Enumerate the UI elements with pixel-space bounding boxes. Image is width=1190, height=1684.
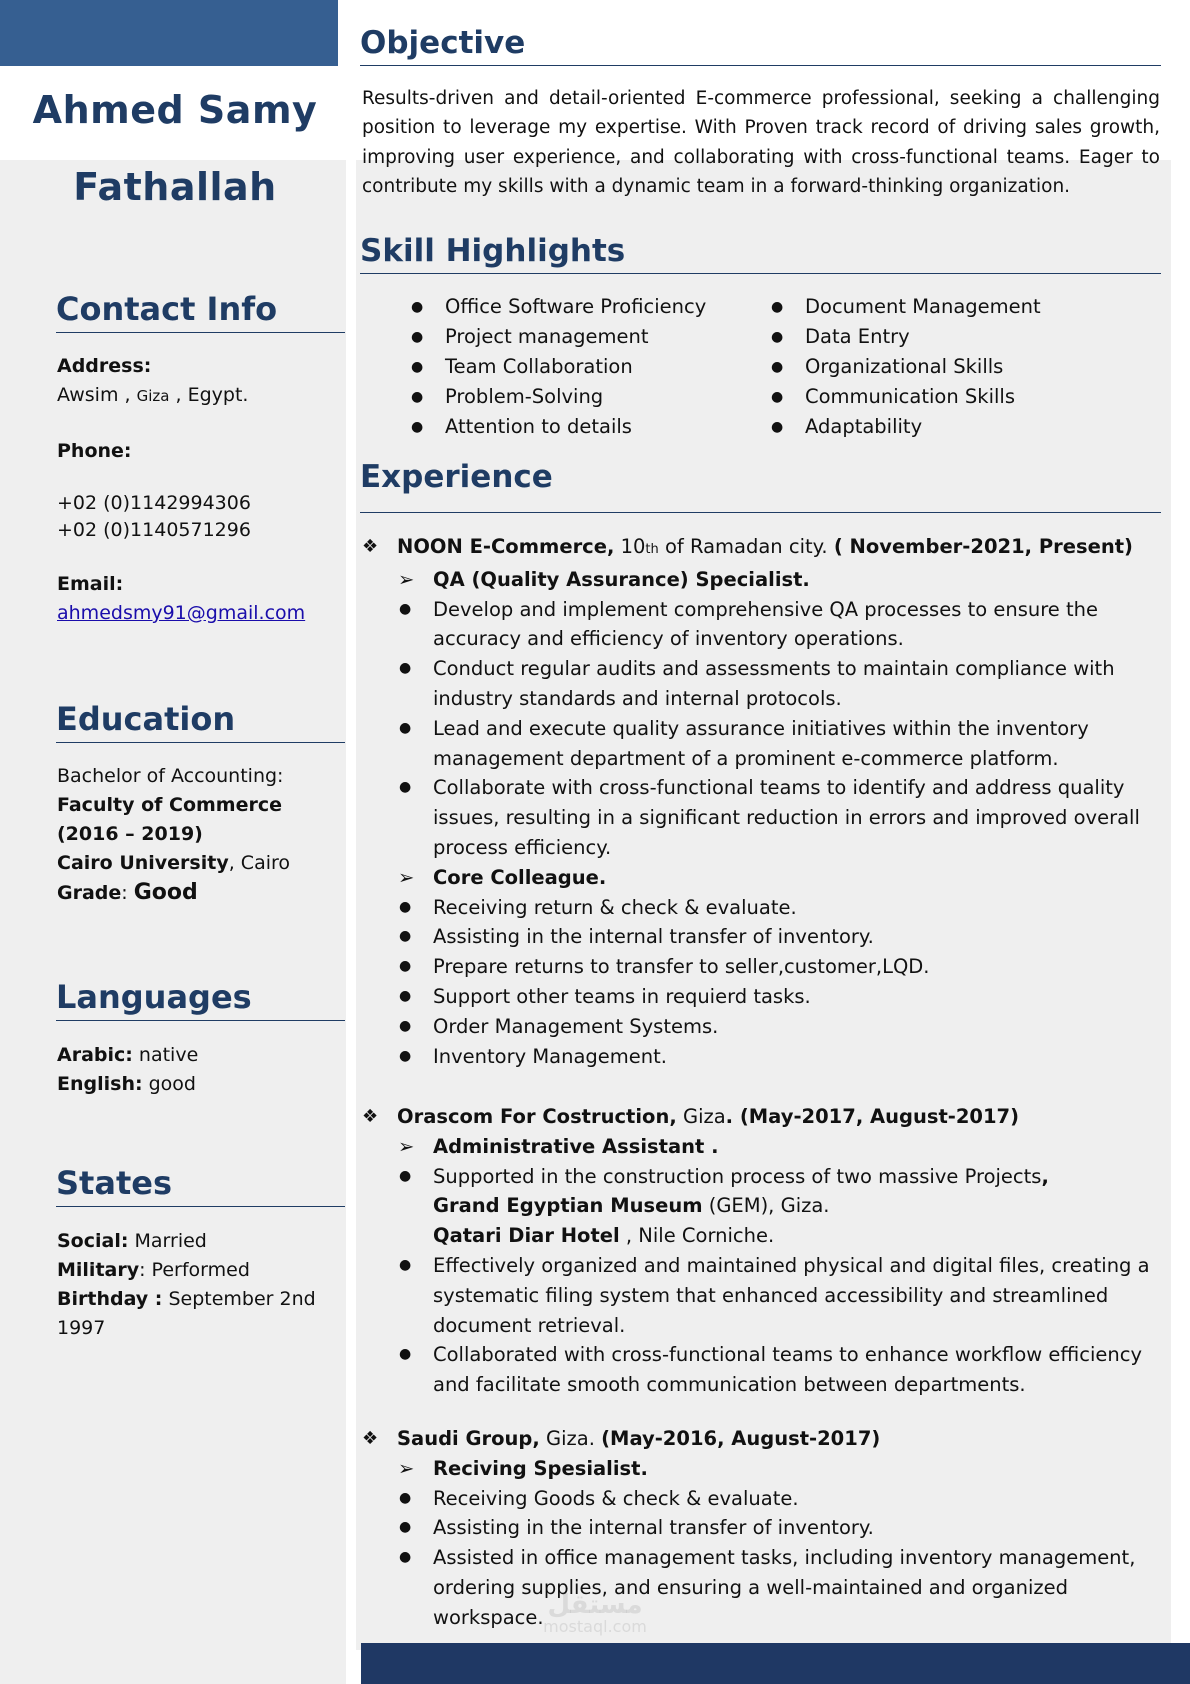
job-header <box>362 1102 1162 1132</box>
contact-info-section <box>57 352 342 628</box>
job-orascom <box>362 1102 1162 1400</box>
bullet-icon: ● <box>399 719 412 736</box>
bullet-icon: ● <box>399 779 412 796</box>
list-item <box>362 893 1162 923</box>
phone-label: Phone: <box>57 440 132 462</box>
languages-heading: Languages <box>56 978 345 1021</box>
english-value: good <box>148 1073 196 1095</box>
grade-line <box>57 878 342 908</box>
list-item <box>362 1484 1162 1514</box>
bullet-icon: ● <box>399 1047 412 1064</box>
email-link[interactable]: ahmedsmy91@gmail.com <box>57 602 306 624</box>
job-header <box>362 1424 1162 1454</box>
list-item-text: Effectively organized and maintained physical and digital files, creating a systematic filing system that enhanced accessibility and streamlined document retrieval. <box>433 1253 1150 1337</box>
skill-item: ● Attention to details <box>445 412 706 442</box>
military-label: Military <box>57 1259 140 1281</box>
bullet-icon: ● <box>399 1346 412 1363</box>
email-label: Email: <box>57 573 124 595</box>
birthday-line <box>57 1285 342 1343</box>
job-saudi-group <box>362 1424 1162 1633</box>
list-item-text: Receiving return & check & evaluate. <box>433 895 797 919</box>
role-title: Core Colleague. <box>433 865 607 889</box>
job-noon <box>362 532 1162 1071</box>
list-item-text: Lead and execute quality assurance initiatives within the inventory management department of a prominent e-commerce platform. <box>433 716 1089 770</box>
job-role <box>362 1454 1162 1484</box>
location-suffix: th <box>645 542 659 557</box>
role-title: QA (Quality Assurance) Specialist. <box>433 567 810 591</box>
education-heading: Education <box>56 700 345 743</box>
diamond-bullet-icon: ❖ <box>362 1428 379 1449</box>
list-item-text: Collaborated with cross-functional teams to enhance workflow efficiency and facilitate smooth communication between departments. <box>433 1343 1143 1397</box>
name-line-1: Ahmed Samy <box>32 88 318 132</box>
bullet-icon: ● <box>399 1519 412 1536</box>
experience-heading: Experience <box>360 459 1161 513</box>
arrow-bullet-icon: ➢ <box>398 1134 415 1158</box>
military-value: : Performed <box>139 1259 250 1281</box>
social-line <box>57 1227 342 1256</box>
list-item <box>362 982 1162 1012</box>
list-item-comma: , <box>1041 1164 1049 1188</box>
language-english <box>57 1070 342 1099</box>
role-title: Reciving Spesialist. <box>433 1456 648 1480</box>
list-item-text: Conduct regular audits and assessments to maintain compliance with industry standards and internal protocols. <box>433 657 1115 710</box>
military-line <box>57 1256 342 1285</box>
company-name: Orascom For Costruction, <box>397 1105 677 1128</box>
list-item-text: Prepare returns to transfer to seller,customer,LQD. <box>433 955 930 979</box>
bullet-icon: ● <box>399 1549 412 1566</box>
list-item <box>362 1543 1162 1632</box>
list-item <box>362 1251 1162 1340</box>
university-city: , Cairo <box>228 852 291 874</box>
social-value: Married <box>134 1230 207 1252</box>
skills-column-1 <box>445 292 706 442</box>
list-item-text: Order Management Systems. <box>433 1014 719 1038</box>
address-country: , Egypt. <box>175 384 249 406</box>
grade-label: Grade <box>57 882 122 904</box>
skill-item: ● Data Entry <box>805 322 1041 352</box>
project-name: Qatari Diar Hotel <box>433 1224 620 1248</box>
list-item-text: Supported in the construction process of two massive Projects <box>433 1164 1042 1188</box>
skill-item: ● Communication Skills <box>805 382 1041 412</box>
skill-item: ● Adaptability <box>805 412 1041 442</box>
project-line <box>362 1221 1162 1251</box>
bullet-icon: ● <box>399 600 412 617</box>
faculty: Faculty of Commerce (2016 – 2019) <box>57 794 283 845</box>
job-period: ( November-2021, Present) <box>833 535 1133 558</box>
skill-item: ● Office Software Proficiency <box>445 292 706 322</box>
language-arabic <box>57 1041 342 1070</box>
diamond-bullet-icon: ❖ <box>362 1106 379 1127</box>
list-item-text: Develop and implement comprehensive QA processes to ensure the accuracy and efficiency of inventory operations. <box>433 597 1099 651</box>
location-text: Giza. <box>546 1427 595 1450</box>
project-detail: (GEM), Giza. <box>702 1194 830 1218</box>
location-text: Giza <box>682 1105 726 1128</box>
list-item-text: Collaborate with cross-functional teams to identify and address quality issues, resulting in a significant reduction in errors and improved overall process efficiency. <box>433 776 1140 859</box>
arrow-bullet-icon: ➢ <box>398 865 415 889</box>
skills-heading: Skill Highlights <box>360 233 1161 274</box>
company-name: Saudi Group, <box>397 1427 540 1450</box>
degree: Bachelor of Accounting: <box>57 765 284 787</box>
skill-item: ● Team Collaboration <box>445 352 706 382</box>
social-label: Social: <box>57 1230 129 1252</box>
project-name: Grand Egyptian Museum <box>433 1194 703 1218</box>
bullet-icon: ● <box>399 660 412 677</box>
phone-2: +02 (0)1140571296 <box>57 519 251 541</box>
arabic-value: native <box>138 1044 199 1066</box>
list-item <box>362 595 1162 655</box>
skill-item: ● Project management <box>445 322 706 352</box>
states-section <box>57 1227 342 1343</box>
diamond-bullet-icon: ❖ <box>362 536 379 557</box>
bullet-icon: ● <box>399 898 412 915</box>
list-item <box>362 1042 1162 1072</box>
bullet-icon: ● <box>399 987 412 1004</box>
languages-section <box>57 1041 342 1099</box>
list-item <box>362 1012 1162 1042</box>
job-period: . (May-2017, August-2017) <box>725 1105 1020 1128</box>
name-line-2: Fathallah <box>73 165 277 209</box>
address-label: Address: <box>57 355 152 377</box>
objective-heading: Objective <box>360 25 1161 66</box>
bullet-icon: ● <box>399 958 412 975</box>
education-section <box>57 762 342 908</box>
list-item <box>362 1340 1162 1400</box>
phone-1: +02 (0)1142994306 <box>57 492 251 514</box>
skills-column-2 <box>805 292 1041 442</box>
list-item <box>362 1513 1162 1543</box>
bullet-icon: ● <box>399 928 412 945</box>
bullet-icon: ● <box>399 1256 412 1273</box>
job-role <box>362 1132 1162 1162</box>
bullet-icon: ● <box>399 1017 412 1034</box>
job-header <box>362 532 1162 565</box>
arrow-bullet-icon: ➢ <box>398 567 415 591</box>
list-item-text: Inventory Management. <box>433 1044 667 1068</box>
list-item <box>362 714 1162 774</box>
skill-item: ● Organizational Skills <box>805 352 1041 382</box>
list-item-text: Assisting in the internal transfer of inventory. <box>433 925 874 949</box>
list-item <box>362 773 1162 862</box>
job-role <box>362 565 1162 595</box>
project-detail: , Nile Corniche. <box>619 1224 775 1248</box>
birthday-value: September 2nd 1997 <box>57 1288 316 1339</box>
university-line <box>57 849 342 878</box>
header-accent-bar <box>0 0 338 66</box>
arrow-bullet-icon: ➢ <box>398 1456 415 1480</box>
location-text: of Ramadan city. <box>664 535 828 558</box>
list-item <box>362 1162 1162 1192</box>
arabic-label: Arabic: <box>57 1044 133 1066</box>
list-item-text: Assisting in the internal transfer of inventory. <box>433 1516 874 1540</box>
watermark-logo <box>520 1592 670 1636</box>
address-city: Awsim , <box>57 384 131 406</box>
job-period: (May-2016, August-2017) <box>601 1427 881 1450</box>
address-region: Giza <box>136 387 170 405</box>
project-line <box>362 1191 1162 1221</box>
list-item-text: Support other teams in requierd tasks. <box>433 984 811 1008</box>
contact-info-heading: Contact Info <box>56 290 345 333</box>
objective-text: Results-driven and detail-oriented E-commerce professional, seeking a challenging position to leverage my expertise. With Proven track record of driving sales growth, improving user experience, and collaborating with cross-functional teams. Eager to contribute my skills with a dynamic team in a forward-thinking organization. <box>362 88 1160 198</box>
watermark-arabic: مستقل <box>547 1590 643 1620</box>
role-title: Administrative Assistant . <box>433 1134 719 1158</box>
watermark-latin: mostaql.com <box>543 1617 647 1636</box>
location-number: 10 <box>620 535 646 558</box>
birthday-label: Birthday : <box>57 1288 163 1310</box>
footer-accent-bar <box>361 1643 1190 1684</box>
list-item <box>362 654 1162 714</box>
skill-item: ● Problem-Solving <box>445 382 706 412</box>
skill-item: ● Document Management <box>805 292 1041 322</box>
address-value <box>57 381 342 411</box>
english-label: English: <box>57 1073 143 1095</box>
grade-value: Good <box>133 880 198 905</box>
bullet-icon: ● <box>399 1489 412 1506</box>
list-item <box>362 952 1162 982</box>
company-name: NOON E-Commerce, <box>397 535 615 558</box>
grade-separator: : <box>121 882 128 904</box>
bullet-icon: ● <box>399 1167 412 1184</box>
list-item-text: Receiving Goods & check & evaluate. <box>433 1486 799 1510</box>
job-role <box>362 863 1162 893</box>
list-item-text: Assisted in office management tasks, including inventory management, ordering supplies, and ensuring a well-maintained and organized workspace. <box>433 1546 1136 1629</box>
university: Cairo University <box>57 852 229 874</box>
states-heading: States <box>56 1164 345 1207</box>
list-item <box>362 922 1162 952</box>
